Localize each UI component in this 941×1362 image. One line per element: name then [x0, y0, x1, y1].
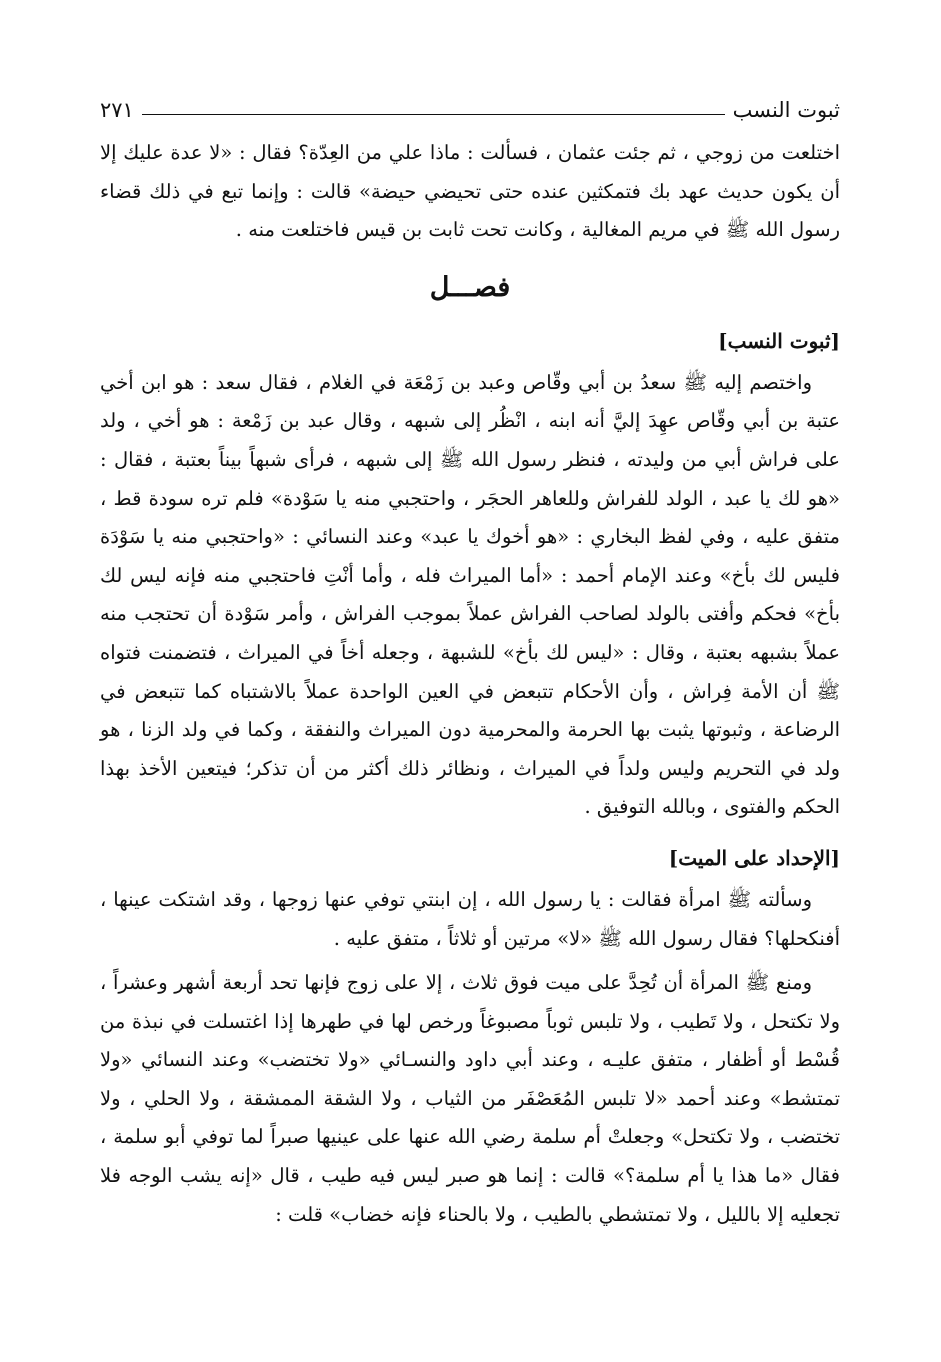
header-rule [142, 114, 725, 115]
subheading-paternity: [ثبوت النسب] [718, 328, 840, 353]
page-number: ٢٧١ [100, 98, 134, 122]
running-header [100, 88, 840, 124]
header-title: ثبوت النسب [732, 98, 840, 122]
spacer [100, 827, 840, 839]
book-page [100, 88, 840, 1234]
paragraph-khul-continuation: اختلعت من زوجي ، ثم جئت عثمان ، فسألت : ماذا علي من العِدّة؟ فقال : «لا عدة عليك إلا أن يكون حديث عهد بك فتمكثين عنده حتى تحيضي حيضة» قالت : وإنما تبع في ذلك قضاء رسول الله ﷺ في مريم المغالية ، وكانت تحت ثابت بن قيس فاختلعت منه . [100, 141, 840, 242]
paragraph-paternity: واختصم إليه ﷺ سعدُ بن أبي وقّاص وعبد بن زَمْعَة في الغلام ، فقال سعد : هو ابن أخي عتبة بن أبي وقّاص عهِدَ إليَّ أنه ابنه ، انْظُر إلى شبهه ، وقال عبد بن زَمْعة : هو أخي ، ولد على فراش أبي من وليدته ، فنظر رسول الله ﷺ إلى شبهه ، فرأى شبهاً بيناً بعتبة ، فقال : «هو لك يا عبد ، الولد للفراش وللعاهر الحجَر ، واحتجبي منه يا سَوْدة» فلم تره سودة قط ، متفق عليه ، وفي لفظ البخاري : «هو أخوك يا عبد» وعند النسائي : «واحتجبي منه يا سَوْدَة فليس لك بأخ» وعند الإمام أحمد : «أما الميراث فله ، وأما أنْتِ فاحتجبي منه فإنه ليس لك بأخ» فحكم وأفتى بالولد لصاحب الفراش عملاً بموجب الفراش ، وأمر سَوْدة أن تحتجب منه عملاً بشبهه بعتبة ، وقال : «ليس لك بأخ» للشبهة ، وجعله أخاً في الميراث ، فتضمنت فتواه ﷺ أن الأمة فِراش ، وأن الأحكام تتبعض في العين الواحدة عملاً بالاشتباه كما تتبعض في الرضاعة ، وثبوتها يثبت بها الحرمة والمحرمية دون الميراث والنفقة ، وكما في ولد الزنا ، هو ولد في التحريم وليس ولداً في الميراث ، ونظائر ذلك أكثر من أن تذكر؛ فيتعين الأخذ بهذا الحكم والفتوى ، وبالله التوفيق . [100, 370, 840, 819]
section-heading: فصـــل [429, 271, 511, 303]
paragraph-mourning-rules: ومنع ﷺ المرأة أن تُحِدَّ على ميت فوق ثلاث ، إلا على زوج فإنها تحد أربعة أشهر وعشراً ، ولا تكتحل ، ولا تَطيب ، ولا تلبس ثوباً مصبوغاً ورخص لها في طهرها إذا اغتسلت في نبذة من قُسْط أو أظفار ، متفق عليـه ، وعند أبي داود والنسـائي «ولا تختضب» وعند النسائي «ولا تمتشط» وعند أحمد «لا تلبس المُعَصْفَر من الثياب ، ولا الشقة الممشقة ، ولا الحلي ، ولا تختضب ، ولا تكتحل» وجعلتْ أم سلمة رضي الله عنها على عينيها صبراً لما توفي أبو سلمة ، فقال «ما هذا يا أم سلمة؟» قالت : إنما هو صبر ليس فيه طيب ، قال «إنه يشب الوجه فلا تجعليه إلا بالليل ، ولا تمتشطي بالطيب ، ولا بالحناء فإنه خضاب» قلت : [100, 971, 840, 1226]
subheading-mourning: [الإحداد على الميت] [668, 845, 840, 870]
paragraph-kohl-question: وسألته ﷺ امرأة فقالت : يا رسول الله ، إن ابنتي توفي عنها زوجها ، وقد اشتكت عينها ، أفنكحلها؟ فقال رسول الله ﷺ «لا» مرتين أو ثلاثاً ، متفق عليه . [100, 887, 840, 950]
